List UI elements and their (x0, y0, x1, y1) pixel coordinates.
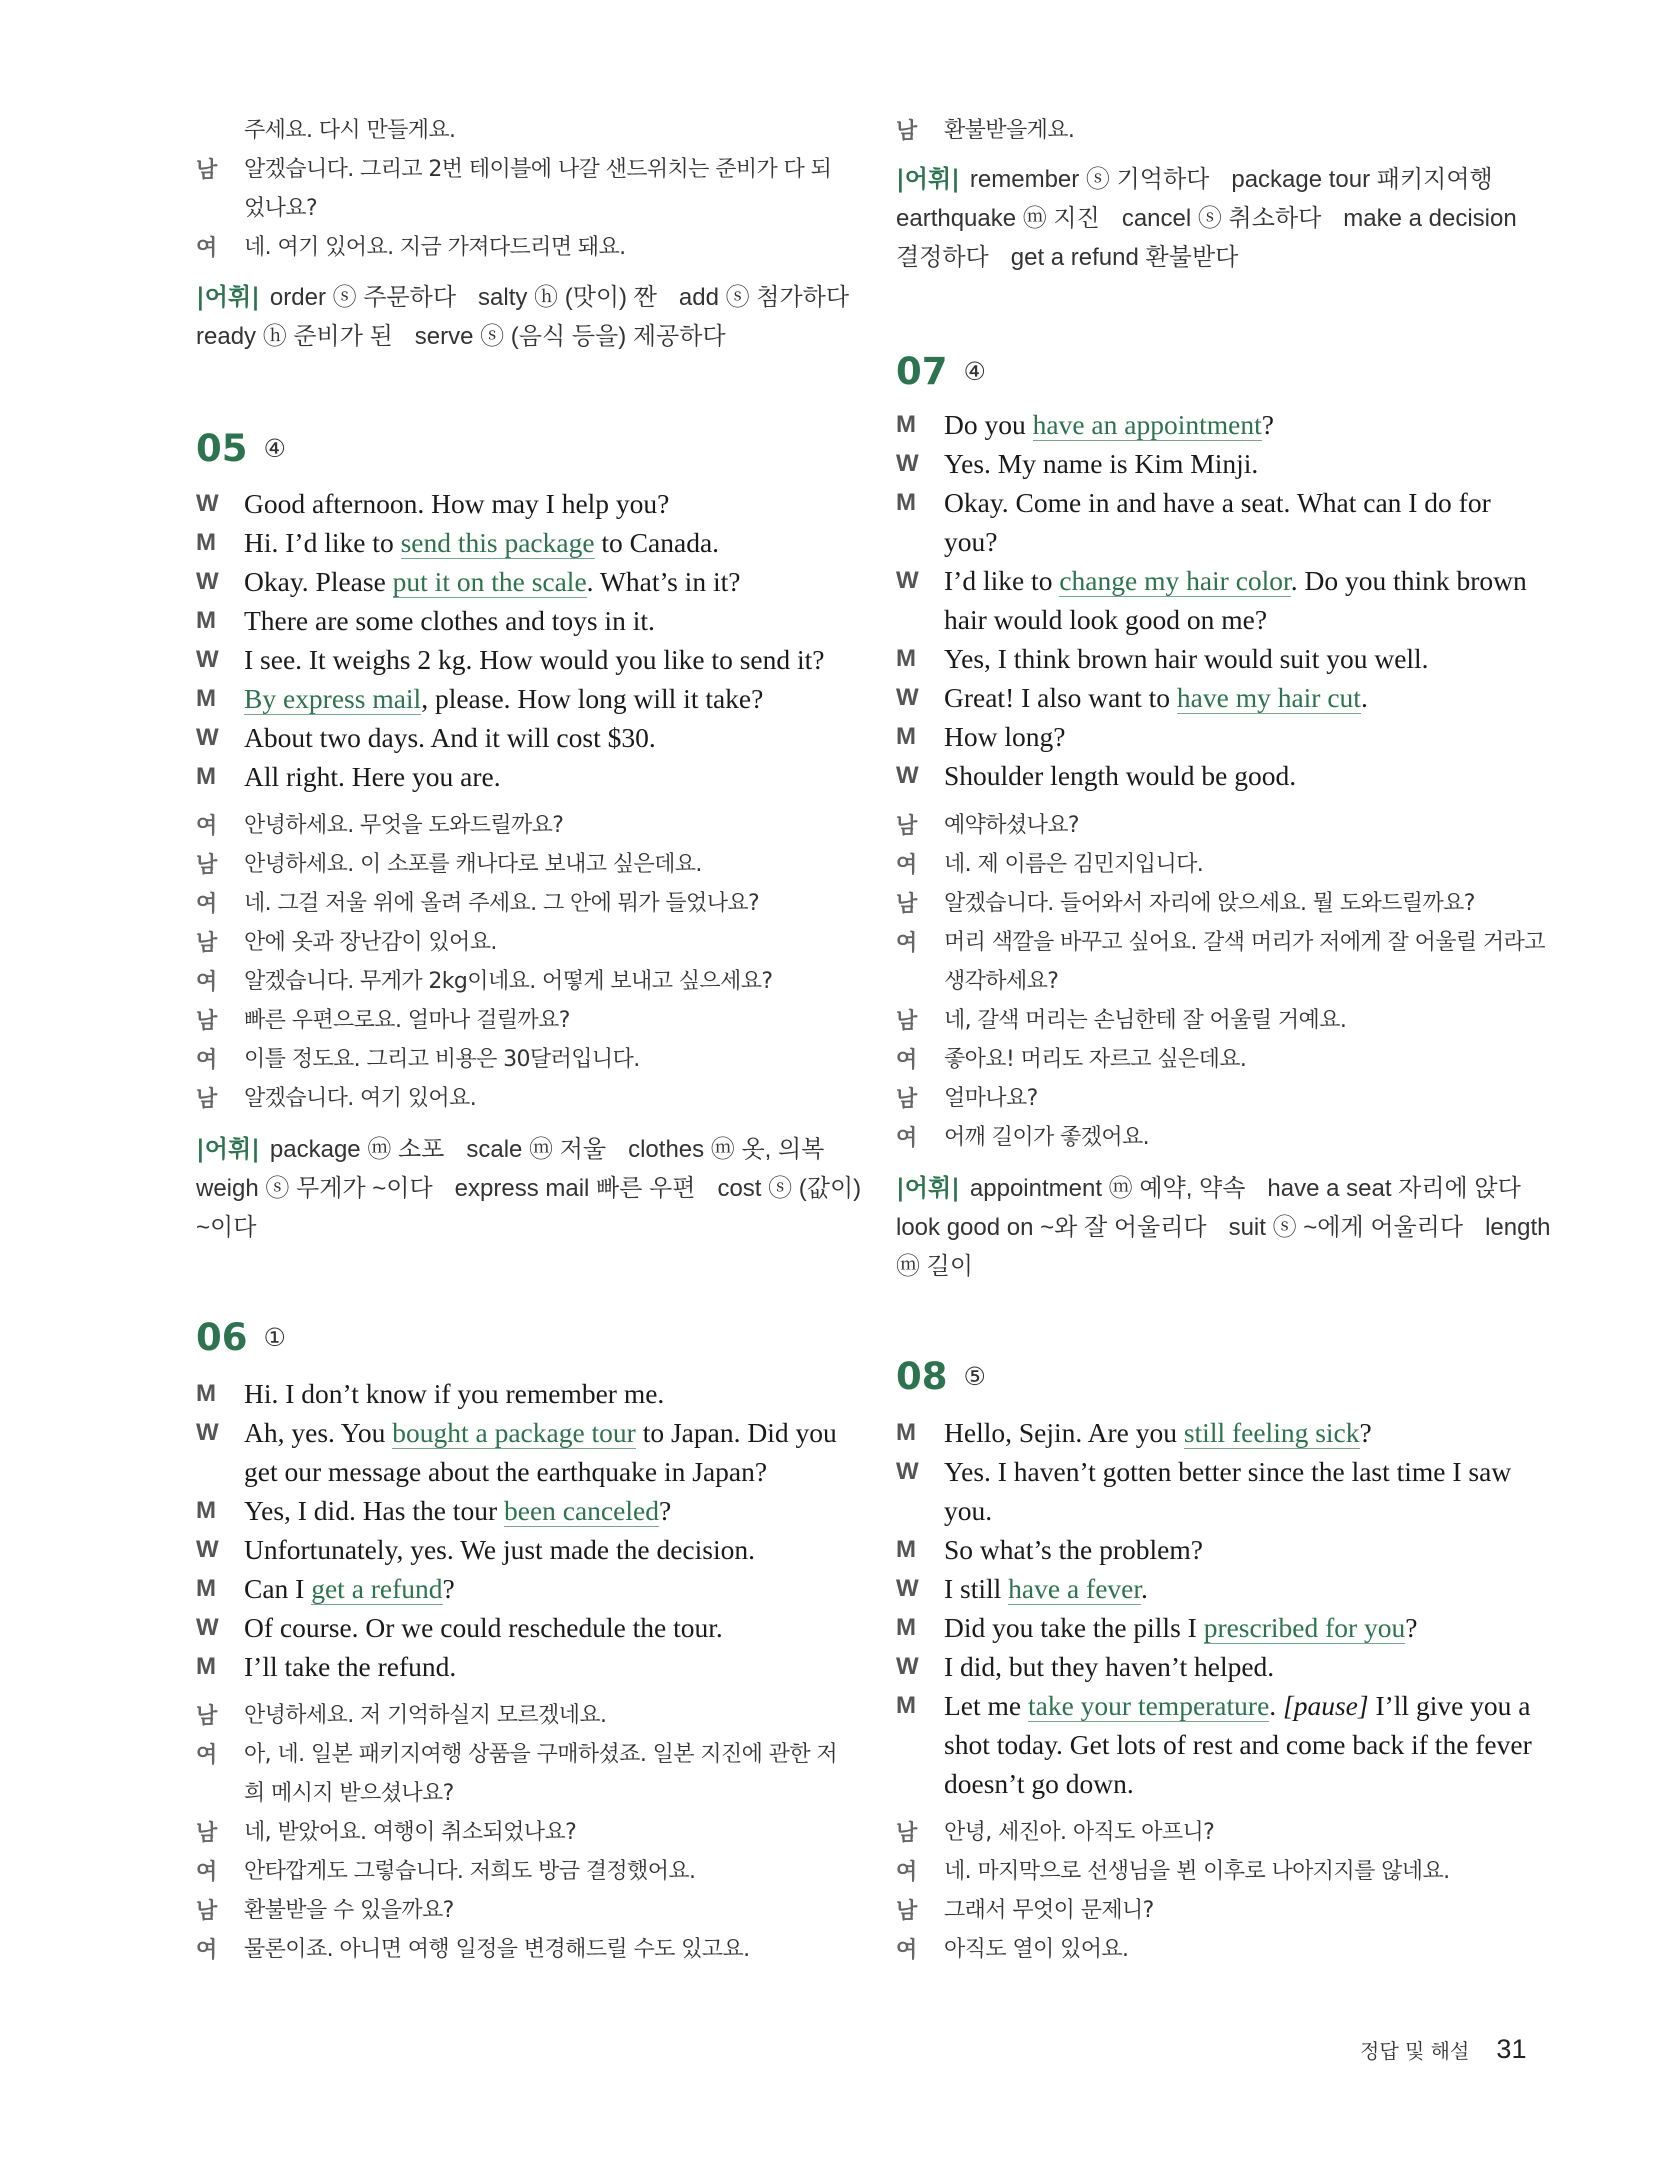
text-fragment: . What’s in it? (586, 566, 741, 597)
speaker-label: 여 (896, 1937, 917, 1962)
answer-blank: send this package (400, 527, 595, 558)
answer-blank: have a fever (1008, 1573, 1141, 1604)
speaker-label: M (896, 1536, 916, 1563)
text-fragment: Do you (944, 409, 1033, 440)
text-fragment: get our message about the earthquake in Japan? (244, 1456, 768, 1487)
text-fragment: ? (442, 1573, 455, 1604)
text-fragment: So what’s the problem? (944, 1534, 1203, 1565)
vocab-item: remember ⓢ 기억하다 (969, 166, 1210, 193)
speaker-label: W (196, 1536, 219, 1563)
speaker-label: 남 (196, 1703, 217, 1728)
text-fragment: Hi. I don’t know if you remember me. (244, 1378, 665, 1409)
korean-text: 안녕하세요. 저 기억하실지 모르겠네요. (244, 1703, 607, 1728)
dialogue-text (944, 1725, 1532, 1764)
text-fragment: Yes, I did. Has the tour (244, 1495, 504, 1526)
speaker-label: 남 (896, 1898, 917, 1923)
speaker-label: W (196, 568, 219, 595)
speaker-label: 남 (196, 1898, 217, 1923)
dialogue-text (244, 601, 655, 640)
korean-text: 아, 네. 일본 패키지여행 상품을 구매하셨죠. 일본 지진에 관한 저 (244, 1742, 838, 1767)
speaker-label: W (896, 1458, 919, 1485)
vocab-line (196, 317, 748, 356)
text-fragment: Unfortunately, yes. We just made the decision. (244, 1534, 755, 1565)
dialogue-text (244, 484, 669, 523)
vocab-item: express mail 빠른 우편 (454, 1175, 696, 1202)
vocab-item: package ⓜ 소포 (269, 1136, 445, 1163)
speaker-label: M (196, 1575, 216, 1602)
text-fragment: Ah, yes. You (244, 1417, 393, 1448)
vocab-item: appointment ⓜ 예약, 약속 (969, 1175, 1246, 1202)
text-fragment: Yes. I haven’t gotten better since the last time I saw (944, 1456, 1512, 1487)
speaker-label: W (196, 646, 219, 673)
dialogue-text (244, 718, 656, 757)
dialogue-text (244, 1491, 671, 1530)
vocab-line (896, 1208, 1572, 1247)
speaker-label: M (896, 411, 916, 438)
dialogue-text (244, 1452, 767, 1491)
vocab-item: look good on ~와 잘 어울리다 (896, 1214, 1207, 1241)
text-fragment: hair would look good on me? (944, 604, 1268, 635)
text-fragment: Hi. I’d like to (244, 527, 401, 558)
vocab-item: ⓜ 길이 (896, 1253, 974, 1280)
dialogue-text (944, 678, 1368, 717)
korean-text: 그래서 무엇이 문제니? (944, 1898, 1154, 1923)
text-fragment: Good afternoon. How may I help you? (244, 488, 670, 519)
vocab-line (896, 199, 1539, 238)
vocab-line (896, 238, 1260, 277)
vocab-item: make a decision (1343, 205, 1517, 232)
korean-text: 안녕하세요. 무엇을 도와드릴까요? (244, 813, 564, 838)
dialogue-text (244, 1608, 723, 1647)
text-fragment: ? (1261, 409, 1274, 440)
speaker-label: 남 (896, 1820, 917, 1845)
korean-text: 알겠습니다. 그리고 2번 테이블에 나갈 샌드위치는 준비가 다 되 (244, 157, 832, 182)
vocab-item: earthquake ⓜ 지진 (896, 205, 1100, 232)
vocab-item: order ⓢ 주문하다 (269, 284, 457, 311)
dialogue-text (244, 1569, 455, 1608)
text-fragment: . Do you think brown (1290, 565, 1527, 596)
speaker-label: W (196, 1419, 219, 1446)
text-fragment: ? (1359, 1417, 1372, 1448)
speaker-label: 여 (196, 1047, 217, 1072)
text-fragment: Of course. Or we could reschedule the tour. (244, 1612, 723, 1643)
speaker-label: 여 (196, 813, 217, 838)
text-fragment: ? (1405, 1612, 1418, 1643)
question-number: 05 (196, 427, 248, 470)
question-header (896, 1355, 986, 1399)
korean-text: 네, 받았어요. 여행이 취소되었나요? (244, 1820, 577, 1845)
dialogue-text (244, 523, 719, 562)
korean-text: 알겠습니다. 들어와서 자리에 앉으세요. 뭘 도와드릴까요? (944, 891, 1475, 916)
speaker-label: M (196, 1497, 216, 1524)
speaker-label: W (196, 490, 219, 517)
speaker-label: M (896, 1614, 916, 1641)
text-fragment: Great! I also want to (944, 682, 1177, 713)
question-number: 06 (196, 1316, 248, 1359)
text-fragment: There are some clothes and toys in it. (244, 605, 655, 636)
question-header (196, 1316, 286, 1360)
korean-text: 안녕하세요. 이 소포를 캐나다로 보내고 싶은데요. (244, 852, 702, 877)
korean-text: 네. 그걸 저울 위에 올려 주세요. 그 안에 뭐가 들었나요? (244, 891, 760, 916)
question-number: 07 (896, 350, 948, 393)
speaker-label: M (896, 723, 916, 750)
vocab-item: have a seat 자리에 앉다 (1267, 1175, 1521, 1202)
question-header (896, 350, 986, 394)
korean-text: 얼마나요? (944, 1086, 1038, 1111)
korean-text: 생각하세요? (944, 969, 1059, 994)
speaker-label: 여 (896, 852, 917, 877)
speaker-label: M (196, 685, 216, 712)
speaker-label: 여 (196, 1937, 217, 1962)
answer-choice: ④ (963, 357, 986, 386)
text-fragment: , please. How long will it take? (421, 683, 764, 714)
speaker-label: W (896, 684, 919, 711)
dialogue-text (944, 561, 1527, 600)
text-fragment: Okay. Please (244, 566, 393, 597)
speaker-label: M (196, 763, 216, 790)
speaker-label: W (196, 1614, 219, 1641)
vocab-line (196, 278, 871, 317)
answer-blank: put it on the scale (392, 566, 587, 597)
speaker-label: W (896, 1575, 919, 1602)
text-fragment: I did, but they haven’t helped. (944, 1651, 1275, 1682)
dialogue-text (944, 600, 1267, 639)
answer-blank: get a refund (311, 1573, 443, 1604)
dialogue-text (944, 1686, 1531, 1725)
speaker-label: 남 (196, 1086, 217, 1111)
text-fragment: All right. Here you are. (244, 761, 501, 792)
text-fragment: Did you take the pills I (944, 1612, 1204, 1643)
speaker-label: 여 (196, 969, 217, 994)
dialogue-text (944, 522, 997, 561)
vocab-item: get a refund 환불받다 (1010, 244, 1239, 271)
dialogue-text (944, 1569, 1148, 1608)
page-number: 31 (1496, 2034, 1527, 2064)
answer-blank: have an appointment (1032, 409, 1262, 440)
text-fragment: Yes, I think brown hair would suit you well. (944, 643, 1429, 674)
korean-text: 좋아요! 머리도 자르고 싶은데요. (944, 1047, 1247, 1072)
korean-text: 안녕, 세진아. 아직도 아프니? (944, 1820, 1215, 1845)
speaker-label: 여 (896, 1047, 917, 1072)
speaker-label: 남 (196, 852, 217, 877)
dialogue-text (244, 640, 824, 679)
dialogue-text (944, 1647, 1274, 1686)
speaker-label: 여 (196, 235, 217, 260)
korean-text: 네, 갈색 머리는 손님한테 잘 어울릴 거예요. (944, 1008, 1347, 1033)
dialogue-text (244, 1530, 755, 1569)
speaker-label: 남 (196, 157, 217, 182)
dialogue-text (944, 483, 1491, 522)
text-fragment: Shoulder length would be good. (944, 760, 1297, 791)
answer-blank: prescribed for you (1203, 1612, 1406, 1643)
vocab-line (196, 1169, 883, 1208)
text-fragment: shot today. Get lots of rest and come back if the fever (944, 1729, 1532, 1760)
speaker-label: 여 (196, 891, 217, 916)
korean-text: 환불받을 수 있을까요? (244, 1898, 454, 1923)
text-fragment: doesn’t go down. (944, 1768, 1134, 1799)
speaker-label: W (896, 1653, 919, 1680)
dialogue-text (244, 1647, 456, 1686)
text-fragment: . (1141, 1573, 1148, 1604)
korean-text: 어깨 길이가 좋겠어요. (944, 1125, 1150, 1150)
vocab-item: 결정하다 (896, 244, 989, 271)
speaker-label: W (896, 762, 919, 789)
dialogue-text (944, 444, 1258, 483)
korean-text: 이틀 정도요. 그리고 비용은 30달러입니다. (244, 1047, 640, 1072)
vocab-item: cost ⓢ (값이) (717, 1175, 862, 1202)
vocab-item: package tour 패키지여행 (1231, 166, 1493, 193)
korean-text: 희 메시지 받으셨나요? (244, 1781, 454, 1806)
answer-choice: ① (263, 1323, 286, 1352)
vocab-label: |어휘| (896, 165, 960, 193)
vocab-item: clothes ⓜ 옷, 의복 (628, 1136, 825, 1163)
answer-blank: still feeling sick (1183, 1417, 1360, 1448)
text-fragment: to Canada. (594, 527, 720, 558)
dialogue-text (244, 679, 763, 718)
korean-text: 알겠습니다. 여기 있어요. (244, 1086, 477, 1111)
speaker-label: M (896, 489, 916, 516)
vocab-item: scale ⓜ 저울 (466, 1136, 607, 1163)
question-number: 08 (896, 1355, 948, 1398)
korean-text: 알겠습니다. 무게가 2kg이네요. 어떻게 보내고 싶으세요? (244, 969, 773, 994)
dialogue-text (244, 1413, 837, 1452)
answer-blank: By express mail (244, 683, 422, 714)
speaker-label: M (196, 1653, 216, 1680)
korean-text: 안타깝게도 그렇습니다. 저희도 방금 결정했어요. (244, 1859, 696, 1884)
speaker-label: 남 (196, 1820, 217, 1845)
speaker-label: W (896, 567, 919, 594)
footer-label: 정답 및 해설 (1360, 2039, 1470, 2063)
korean-text: 예약하셨나요? (944, 813, 1079, 838)
text-fragment: I’d like to (944, 565, 1060, 596)
dialogue-text (944, 717, 1065, 756)
text-fragment: . (1269, 1690, 1284, 1721)
speaker-label: 여 (896, 930, 917, 955)
korean-text: 주세요. 다시 만들게요. (244, 118, 456, 143)
vocab-item: cancel ⓢ 취소하다 (1121, 205, 1322, 232)
korean-text: 안에 옷과 장난감이 있어요. (244, 930, 497, 955)
answer-blank: bought a package tour (392, 1417, 636, 1448)
dialogue-text (944, 639, 1429, 678)
answer-choice: ⑤ (963, 1362, 986, 1391)
text-fragment: ? (658, 1495, 672, 1526)
vocab-item: weigh ⓢ 무게가 ~이다 (196, 1175, 433, 1202)
vocab-line (896, 1169, 1543, 1208)
text-fragment: Let me (944, 1690, 1028, 1721)
text-fragment: Yes. My name is Kim Minji. (944, 448, 1259, 479)
vocab-item: add ⓢ 첨가하다 (678, 284, 850, 311)
speaker-label: 여 (896, 1859, 917, 1884)
dialogue-text (944, 405, 1274, 444)
speaker-label: 남 (896, 891, 917, 916)
speaker-label: M (196, 529, 216, 556)
dialogue-text (944, 1452, 1511, 1491)
speaker-label: 여 (196, 1859, 217, 1884)
speaker-label: 남 (896, 813, 917, 838)
text-fragment: Can I (244, 1573, 312, 1604)
vocab-line (896, 1247, 995, 1286)
speaker-label: 여 (896, 1125, 917, 1150)
vocab-label: |어휘| (196, 283, 260, 311)
speaker-label: M (896, 1419, 916, 1446)
korean-text: 었나요? (244, 196, 318, 221)
dialogue-text (944, 1608, 1418, 1647)
text-fragment: Okay. Come in and have a seat. What can I do for (944, 487, 1491, 518)
speaker-label: M (196, 607, 216, 634)
vocab-item: ready ⓗ 준비가 된 (196, 323, 393, 350)
speaker-label: M (196, 1380, 216, 1407)
answer-choice: ④ (263, 434, 286, 463)
text-fragment: [pause] (1283, 1690, 1369, 1721)
speaker-label: W (196, 724, 219, 751)
vocab-item: suit ⓢ ~에게 어울리다 (1228, 1214, 1464, 1241)
text-fragment: I’ll give you a (1368, 1690, 1531, 1721)
korean-text: 아직도 열이 있어요. (944, 1937, 1129, 1962)
vocab-item: ~이다 (196, 1214, 257, 1241)
speaker-label: M (896, 1692, 916, 1719)
page-footer (1360, 2034, 1526, 2065)
korean-text: 네. 마지막으로 선생님을 뵌 이후로 나아지지를 않네요. (944, 1859, 1450, 1884)
text-fragment: I still (944, 1573, 1009, 1604)
korean-text: 환불받을게요. (944, 118, 1075, 143)
vocab-line (196, 1208, 278, 1247)
korean-text: 머리 색깔을 바꾸고 싶어요. 갈색 머리가 저에게 잘 어울릴 거라고 (944, 930, 1545, 955)
text-fragment: . (1360, 682, 1368, 713)
speaker-label: 여 (196, 1742, 217, 1767)
vocab-line (896, 160, 1515, 199)
text-fragment: you. (944, 1495, 993, 1526)
korean-text: 네. 제 이름은 김민지입니다. (944, 852, 1204, 877)
answer-blank: take your temperature (1028, 1690, 1270, 1721)
speaker-label: M (896, 645, 916, 672)
speaker-label: W (896, 450, 919, 477)
speaker-label: 남 (196, 930, 217, 955)
answer-blank: have my hair cut (1176, 682, 1361, 713)
dialogue-text (244, 757, 501, 796)
dialogue-text (244, 562, 740, 601)
answer-blank: been canceled (503, 1495, 659, 1526)
vocab-line (196, 1130, 846, 1169)
speaker-label: 남 (896, 1008, 917, 1033)
dialogue-text (944, 1413, 1372, 1452)
vocab-label: |어휘| (196, 1135, 260, 1163)
dialogue-text (944, 756, 1296, 795)
question-header (196, 427, 286, 471)
text-fragment: you? (944, 526, 998, 557)
text-fragment: How long? (944, 721, 1066, 752)
speaker-label: 남 (896, 118, 917, 143)
speaker-label: 남 (896, 1086, 917, 1111)
answer-blank: change my hair color (1059, 565, 1291, 596)
dialogue-text (244, 1374, 664, 1413)
korean-text: 네. 여기 있어요. 지금 가져다드리면 돼요. (244, 235, 626, 260)
korean-text: 물론이죠. 아니면 여행 일정을 변경해드릴 수도 있고요. (244, 1937, 750, 1962)
dialogue-text (944, 1491, 992, 1530)
text-fragment: to Japan. Did you (635, 1417, 837, 1448)
korean-text: 빠른 우편으로요. 얼마나 걸릴까요? (244, 1008, 570, 1033)
vocab-label: |어휘| (896, 1174, 960, 1202)
dialogue-text (944, 1530, 1203, 1569)
speaker-label: 남 (196, 1008, 217, 1033)
text-fragment: Hello, Sejin. Are you (944, 1417, 1184, 1448)
vocab-item: serve ⓢ (음식 등을) 제공하다 (414, 323, 726, 350)
text-fragment: I see. It weighs 2 kg. How would you like to send it? (244, 644, 825, 675)
text-fragment: About two days. And it will cost $30. (244, 722, 656, 753)
vocab-item: salty ⓗ (맛이) 짠 (478, 284, 657, 311)
vocab-item: length (1485, 1214, 1551, 1241)
dialogue-text (944, 1764, 1134, 1803)
text-fragment: I’ll take the refund. (244, 1651, 457, 1682)
